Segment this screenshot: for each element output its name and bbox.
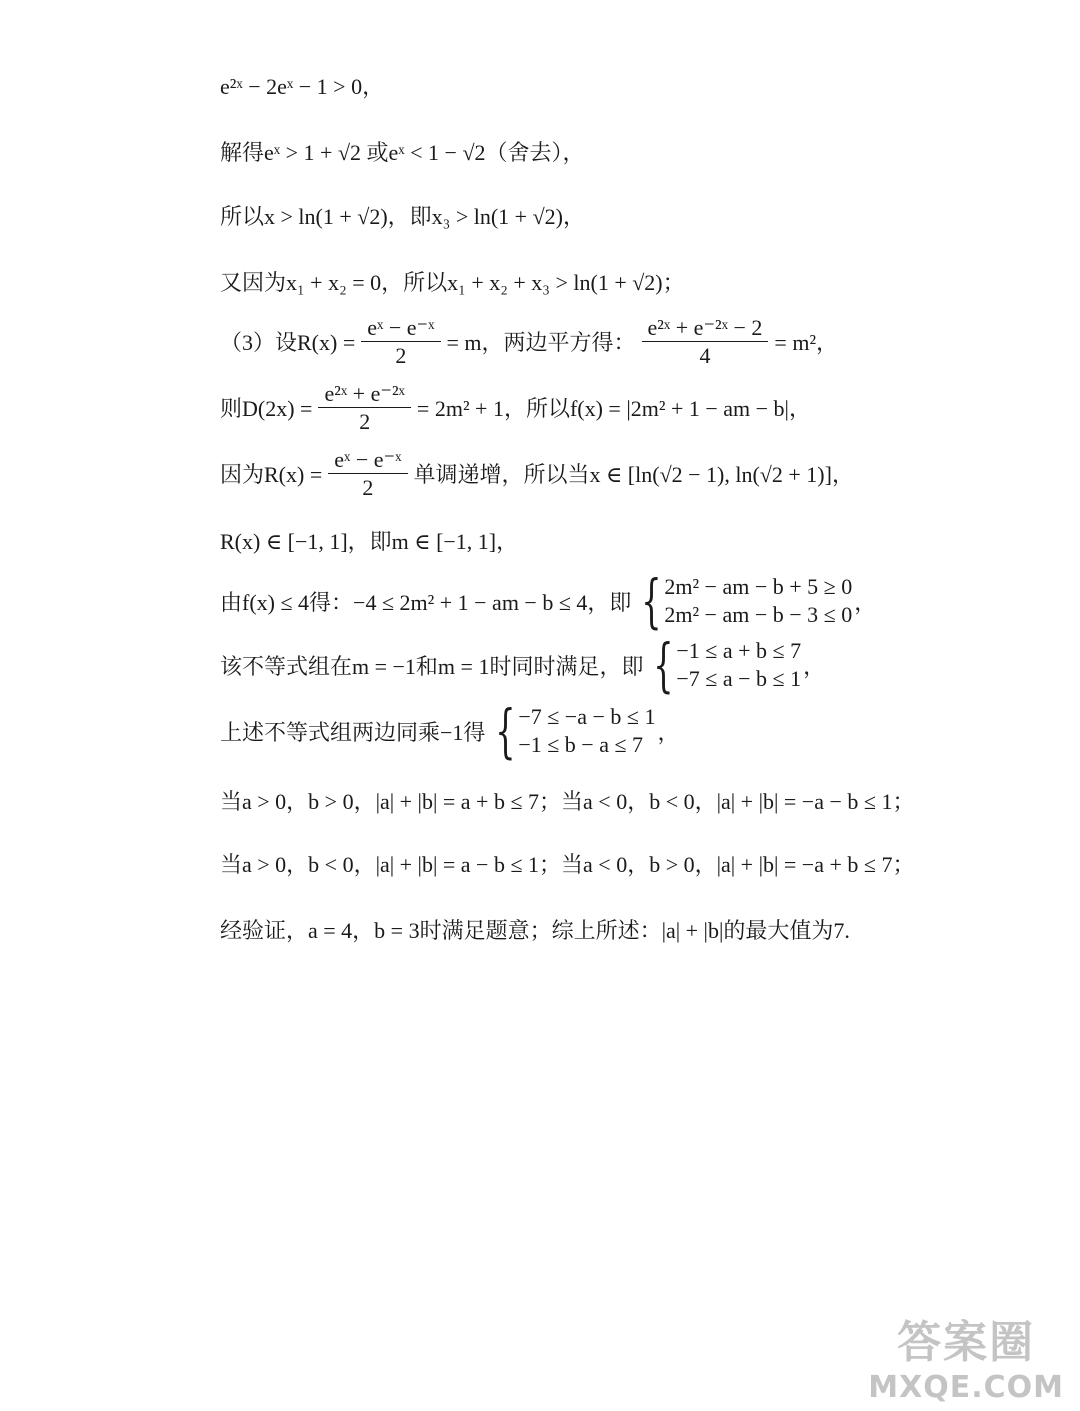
line-3	[220, 200, 585, 231]
fraction-r-2-denominator: 2	[362, 475, 374, 501]
line-4	[220, 266, 685, 297]
line-8-text: R(x) ∈ [−1, 1]，即m ∈ [−1, 1]，	[220, 529, 519, 554]
line-8	[220, 525, 518, 556]
line-9	[220, 567, 877, 635]
line-4-text: 又因为x₁ + x₂ = 0，所以x₁ + x₂ + x₃ > ln(1 + √2)；	[220, 270, 685, 295]
line-1	[220, 70, 384, 101]
watermark-url: MXQE.COM	[868, 1370, 1064, 1405]
fraction-square-numerator: e²ˣ + e⁻²ˣ − 2	[642, 316, 769, 342]
system-2-row-2: −7 ≤ a − b ≤ 1	[676, 666, 802, 691]
fraction-r	[361, 316, 440, 367]
line-10	[220, 631, 826, 699]
fraction-d	[318, 382, 410, 433]
line-6	[220, 382, 811, 433]
line-7-suffix: 单调递增，所以当x ∈ [ln(√2 − 1), ln(√2 + 1)]，	[413, 462, 854, 488]
line-7-prefix: 因为R(x) =	[220, 462, 323, 488]
line-2	[220, 136, 585, 167]
fraction-d-numerator: e²ˣ + e⁻²ˣ	[318, 382, 410, 408]
line-5-suffix: = m²，	[774, 330, 839, 356]
line-6-suffix: = 2m² + 1，所以f(x) = |2m² + 1 − am − b|，	[416, 396, 811, 422]
inequality-system-1	[633, 567, 853, 635]
watermark-logo	[868, 1306, 1064, 1405]
line-14	[220, 914, 850, 945]
line-10-prefix: 该不等式组在m = −1和m = 1时同时满足，即	[220, 653, 644, 679]
line-13-text: 当a > 0，b < 0，|a| + |b| = a − b ≤ 1；当a < 0，b > 0，|a| + |b| = −a + b ≤ 7；	[220, 852, 915, 877]
line-10-suffix: ，	[803, 653, 826, 679]
system-2-row-1: −1 ≤ a + b ≤ 7	[676, 637, 802, 663]
line-12	[220, 785, 914, 816]
system-3-row-2: −1 ≤ b − a ≤ 7	[518, 732, 644, 757]
system-1-row-1: 2m² − am − b + 5 ≥ 0	[664, 573, 853, 599]
watermark-text: 答案圈	[897, 1317, 1036, 1368]
fraction-r-denominator: 2	[395, 343, 407, 369]
line-12-text: 当a > 0，b > 0，|a| + |b| = a + b ≤ 7；当a < 0，b < 0，|a| + |b| = −a − b ≤ 1；	[220, 789, 915, 814]
line-3-text: 所以x > ln(1 + √2)，即x₃ > ln(1 + √2)，	[220, 204, 585, 229]
brace-icon: {	[495, 697, 517, 765]
line-9-suffix: ，	[854, 589, 877, 615]
line-6-prefix: 则D(2x) =	[220, 396, 313, 422]
fraction-square-denominator: 4	[699, 343, 711, 369]
system-1-row-2: 2m² − am − b − 3 ≤ 0	[664, 602, 853, 627]
line-5-prefix: （3）设R(x) =	[220, 330, 356, 356]
brace-icon: {	[641, 567, 663, 635]
line-11-prefix: 上述不等式组两边同乘−1得	[220, 719, 486, 745]
inequality-system-3	[487, 697, 656, 765]
fraction-r-2	[328, 448, 407, 499]
line-14-text: 经验证，a = 4，b = 3时满足题意；综上所述：|a| + |b|的最大值为7.	[220, 918, 850, 943]
line-13	[220, 848, 914, 879]
line-7	[220, 448, 854, 499]
line-11-suffix: ，	[657, 719, 680, 745]
fraction-r-2-numerator: eˣ − e⁻ˣ	[328, 448, 407, 474]
line-5	[220, 316, 838, 367]
fraction-r-numerator: eˣ − e⁻ˣ	[361, 316, 440, 342]
brace-icon: {	[653, 631, 675, 699]
line-2-text: 解得eˣ > 1 + √2 或eˣ < 1 − √2（舍去），	[220, 140, 585, 165]
line-11	[220, 697, 680, 765]
line-1-text: e²ˣ − 2eˣ − 1 > 0，	[220, 74, 385, 99]
line-9-prefix: 由f(x) ≤ 4得：−4 ≤ 2m² + 1 − am − b ≤ 4，即	[220, 589, 632, 615]
inequality-system-2	[645, 631, 802, 699]
fraction-d-denominator: 2	[359, 409, 371, 435]
system-3-row-1: −7 ≤ −a − b ≤ 1	[518, 703, 656, 729]
line-5-mid: = m，两边平方得：	[446, 330, 636, 356]
fraction-square	[642, 316, 769, 367]
